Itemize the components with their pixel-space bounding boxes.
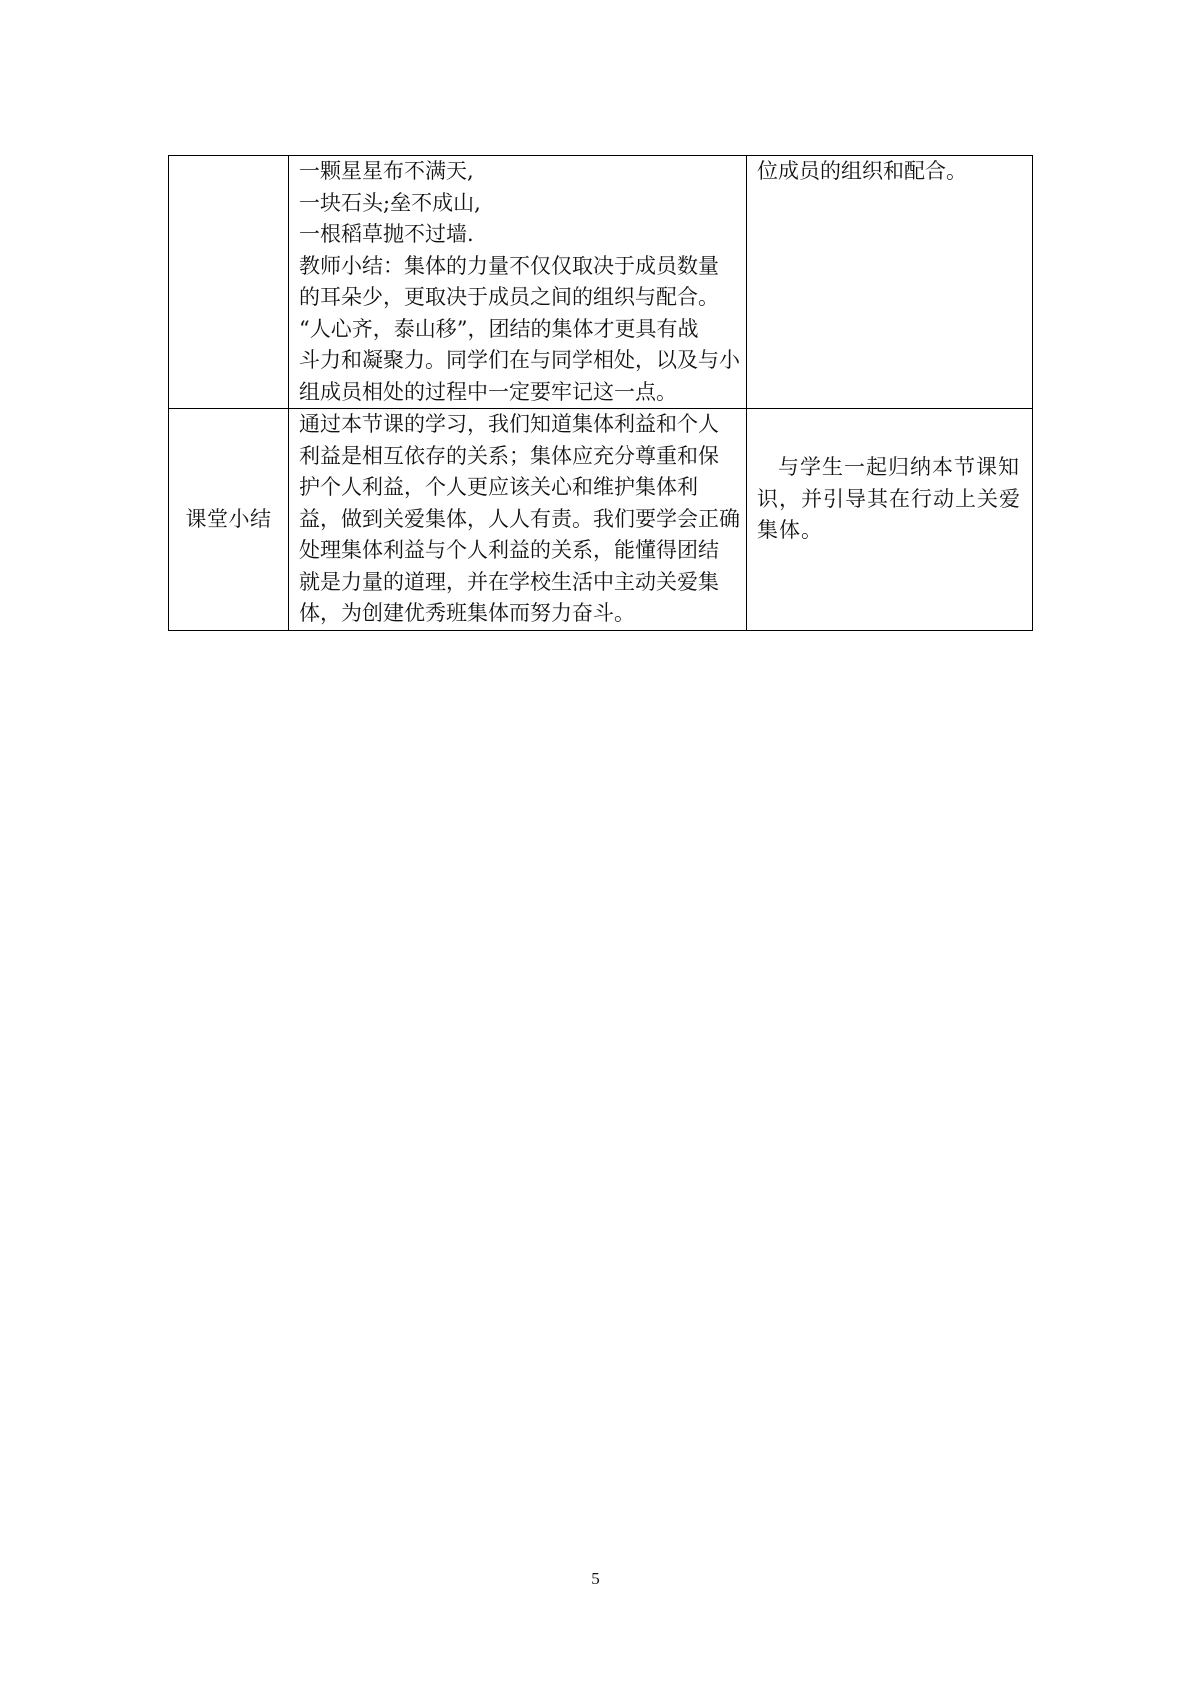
content-line: 护个人利益，个人更应该关心和维护集体利 xyxy=(299,475,698,499)
lesson-plan-table xyxy=(168,155,1033,631)
content-line: 一根稻草抛不过墙. xyxy=(299,222,474,246)
page-number: 5 xyxy=(591,1569,600,1588)
content-line: “人心齐，泰山移”，团结的集体才更具有战 xyxy=(299,316,699,341)
content-line: 就是力量的道理，并在学校生活中主动关爱集 xyxy=(299,569,719,594)
content-line: 教师小结：集体的力量不仅仅取决于成员数量 xyxy=(299,253,719,278)
content-line: 一颗星星布不满天, xyxy=(299,159,474,183)
content-line: 利益是相互依存的关系；集体应充分尊重和保 xyxy=(299,443,719,468)
content-line: 斗力和凝聚力。同学们在与同学相处，以及与小 xyxy=(299,348,740,372)
content-cell xyxy=(289,156,747,409)
note-cell xyxy=(747,409,1033,631)
content-line: 通过本节课的学习，我们知道集体利益和个人 xyxy=(299,412,719,436)
note-text: 与学生一起归纳本节课知识，并引导其在行动上关爱集体。 xyxy=(757,455,1021,542)
content-cell xyxy=(289,409,747,631)
content-line: 体，为创建优秀班集体而努力奋斗。 xyxy=(299,601,635,625)
note-text: 位成员的组织和配合。 xyxy=(757,159,967,183)
content-line: 益，做到关爱集体，人人有责。我们要学会正确 xyxy=(299,506,740,531)
stage-cell xyxy=(169,156,289,409)
stage-cell xyxy=(169,409,289,631)
note-cell xyxy=(747,156,1033,409)
content-line: 一块石头;垒不成山, xyxy=(299,190,481,215)
stage-label: 课堂小结 xyxy=(185,506,272,531)
content-line: 处理集体利益与个人利益的关系，能懂得团结 xyxy=(299,538,719,562)
content-line: 的耳朵少，更取决于成员之间的组织与配合。 xyxy=(299,285,719,309)
table-row xyxy=(169,409,1033,631)
content-line: 组成员相处的过程中一定要牢记这一点。 xyxy=(299,379,677,404)
table-row xyxy=(169,156,1033,409)
